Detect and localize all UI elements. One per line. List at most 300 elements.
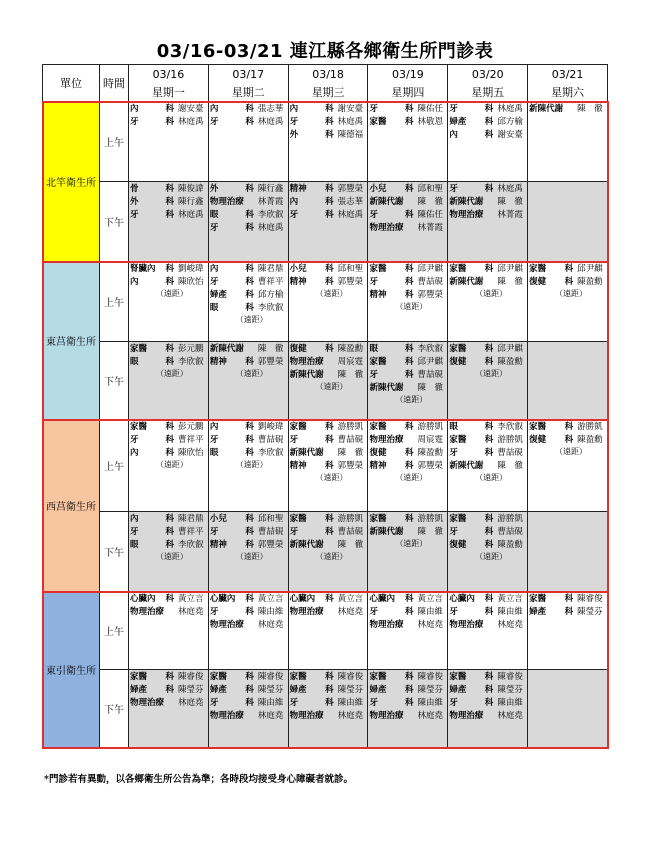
clinic-entry <box>209 102 288 115</box>
clinic-entry <box>448 420 527 433</box>
afternoon-label: 下午 <box>100 512 129 592</box>
doctor-name: 林菁霞 <box>257 197 284 207</box>
department-name: 內 科 <box>130 448 174 458</box>
health-station-name: 北竿衛生所 <box>43 102 100 262</box>
clinic-entry <box>209 301 288 314</box>
doctor-name: 林庭禹 <box>178 117 204 127</box>
department-name: 精神 科 <box>289 461 334 471</box>
department-name: 眼 科 <box>209 303 254 313</box>
department-name: 眼 科 <box>130 540 174 550</box>
doctor-name: 陳盈勳 <box>577 277 603 287</box>
morning-label: 上午 <box>100 420 129 512</box>
department-name: 新陳代謝 <box>369 383 404 393</box>
doctor-name: 陳盈勳 <box>497 540 523 550</box>
department-name: 精神 科 <box>289 277 334 287</box>
doctor-name: 陳佑任 <box>417 210 443 220</box>
schedule-cell <box>129 262 209 342</box>
date-header: 03/20 <box>448 65 528 84</box>
schedule-cell <box>448 102 528 182</box>
clinic-entry <box>448 102 527 115</box>
department-name: 物理治療 <box>289 357 324 367</box>
department-name: 物理治療 <box>369 223 404 233</box>
clinic-entry <box>289 709 368 722</box>
clinic-entry <box>368 288 447 301</box>
department-name: 外 科 <box>289 130 334 140</box>
doctor-name: 邱尹麒 <box>497 344 523 354</box>
clinic-entry <box>129 538 208 551</box>
doctor-name: 曹喆硯 <box>257 527 284 537</box>
clinic-entry <box>368 592 447 605</box>
department-name: 家醫 科 <box>289 672 334 682</box>
doctor-name: 謝安臺 <box>337 104 364 114</box>
weekday-header: 星期四 <box>368 83 448 102</box>
telemedicine-note: （遠距） <box>315 552 348 561</box>
doctor-name: 陳行鑫 <box>178 197 204 207</box>
doctor-name: 游勝凱 <box>417 514 443 524</box>
doctor-name: 林菁霞 <box>497 210 523 220</box>
clinic-entry <box>448 618 527 631</box>
clinic-entry <box>289 262 368 275</box>
department-name: 牙 科 <box>209 527 254 537</box>
clinic-entry <box>289 195 368 208</box>
department-name: 眼 科 <box>449 422 494 432</box>
department-name: 牙 科 <box>449 527 494 537</box>
department-name: 物理治療 <box>209 620 244 630</box>
doctor-name: 陳瑩芬 <box>497 685 523 695</box>
date-header: 03/18 <box>288 65 368 84</box>
department-name: 牙 科 <box>369 698 414 708</box>
doctor-name: 曹喆硯 <box>417 277 443 287</box>
clinic-entry <box>368 459 447 472</box>
schedule-cell <box>528 182 608 262</box>
afternoon-label: 下午 <box>100 670 129 748</box>
department-name: 家醫 科 <box>369 422 414 432</box>
department-name: 新陳代謝 <box>529 104 564 114</box>
department-name: 物理治療 <box>209 197 244 207</box>
department-name: 小兒 科 <box>289 264 334 274</box>
doctor-name: 邱尹麒 <box>577 264 603 274</box>
department-name: 物理治療 <box>289 711 324 721</box>
department-name: 心臟內 科 <box>130 594 174 604</box>
department-name: 家醫 科 <box>369 514 414 524</box>
doctor-name: 郭豐榮 <box>337 184 364 194</box>
department-name: 牙 科 <box>209 435 254 445</box>
doctor-name: 陳德福 <box>337 130 364 140</box>
doctor-name: 陳睿俊 <box>337 672 364 682</box>
doctor-name: 陳行鑫 <box>257 184 284 194</box>
afternoon-label: 下午 <box>100 342 129 420</box>
clinic-entry <box>528 275 607 288</box>
time-column-header: 時間 <box>100 65 129 102</box>
telemedicine-note: （遠距） <box>555 447 587 456</box>
clinic-entry <box>209 275 288 288</box>
department-name: 家醫 科 <box>529 594 574 604</box>
footnote: *門診若有異動，以各鄉衛生所公告為準；各時段均接受身心障礙者就診。 <box>44 774 353 785</box>
doctor-name: 林庭堯 <box>417 620 443 630</box>
department-name: 家醫 科 <box>449 435 494 445</box>
doctor-name: 李欣叡 <box>178 357 204 367</box>
telemedicine-note: （遠距） <box>395 473 428 482</box>
clinic-entry <box>448 670 527 683</box>
clinic-entry <box>209 355 288 368</box>
doctor-name: 陳瑩芬 <box>178 685 204 695</box>
clinic-entry <box>289 342 368 355</box>
unit-column-header: 單位 <box>43 65 100 102</box>
schedule-cell <box>368 420 448 512</box>
department-name: 內 科 <box>130 277 174 287</box>
clinic-entry <box>129 592 208 605</box>
clinic-entry <box>448 459 527 472</box>
department-name: 心臟內 科 <box>289 594 334 604</box>
doctor-name: 曹祥平 <box>178 527 204 537</box>
schedule-body <box>43 102 608 748</box>
doctor-name: 游勝凱 <box>577 422 603 432</box>
doctor-name: 陳由維 <box>257 698 284 708</box>
doctor-name: 游勝凱 <box>497 514 523 524</box>
clinic-entry <box>448 592 527 605</box>
clinic-entry <box>129 605 208 618</box>
telemedicine-note: （遠距） <box>155 552 188 561</box>
department-name: 家醫 科 <box>369 264 414 274</box>
clinic-entry <box>129 670 208 683</box>
clinic-entry <box>209 433 288 446</box>
doctor-name: 林庭禹 <box>337 210 364 220</box>
clinic-entry <box>289 115 368 128</box>
department-name: 牙 科 <box>289 435 334 445</box>
doctor-name: 林庭禹 <box>497 104 523 114</box>
clinic-entry <box>289 275 368 288</box>
schedule-cell <box>208 592 288 670</box>
clinic-entry <box>528 262 607 275</box>
doctor-name: 黃立言 <box>417 594 443 604</box>
doctor-name: 李欣叡 <box>257 448 284 458</box>
clinic-entry <box>368 195 447 208</box>
department-name: 家醫 科 <box>130 672 174 682</box>
doctor-name: 李欣叡 <box>178 540 204 550</box>
clinic-entry <box>209 208 288 221</box>
schedule-cell <box>368 512 448 592</box>
doctor-name: 陳 徹 <box>497 277 523 287</box>
department-name: 家醫 科 <box>529 422 574 432</box>
clinic-entry <box>209 342 288 355</box>
schedule-cell <box>528 592 608 670</box>
schedule-cell <box>448 420 528 512</box>
clinic-entry <box>209 538 288 551</box>
clinic-entry <box>368 381 447 394</box>
schedule-cell <box>208 182 288 262</box>
doctor-name: 陳由維 <box>497 607 523 617</box>
department-name: 精神 科 <box>369 461 414 471</box>
department-name: 家醫 科 <box>209 672 254 682</box>
clinic-entry <box>368 262 447 275</box>
schedule-cell <box>208 670 288 748</box>
doctor-name: 林庭堯 <box>257 711 284 721</box>
clinic-entry <box>209 446 288 459</box>
department-name: 小兒 科 <box>209 514 254 524</box>
clinic-entry <box>368 342 447 355</box>
department-name: 婦產 科 <box>130 685 174 695</box>
doctor-name: 曹祥平 <box>257 277 284 287</box>
schedule-cell <box>129 102 209 182</box>
doctor-name: 彭元鵬 <box>178 344 204 354</box>
clinic-entry <box>209 618 288 631</box>
schedule-cell <box>129 592 209 670</box>
department-name: 家醫 科 <box>130 344 174 354</box>
clinic-entry <box>448 355 527 368</box>
date-header: 03/19 <box>368 65 448 84</box>
clinic-entry <box>448 446 527 459</box>
department-name: 新陳代謝 <box>449 277 484 287</box>
clinic-entry <box>289 182 368 195</box>
telemedicine-note: （遠距） <box>395 539 428 548</box>
department-name: 牙 科 <box>369 104 414 114</box>
clinic-entry <box>448 275 527 288</box>
schedule-cell <box>448 670 528 748</box>
doctor-name: 陳睿俊 <box>417 672 443 682</box>
department-name: 牙 科 <box>289 117 334 127</box>
telemedicine-note: （遠距） <box>475 289 508 298</box>
clinic-entry <box>289 433 368 446</box>
department-name: 物理治療 <box>369 435 404 445</box>
doctor-name: 郭豐榮 <box>417 461 443 471</box>
clinic-entry <box>368 221 447 234</box>
department-name: 牙 科 <box>130 117 174 127</box>
department-name: 牙 科 <box>289 210 334 220</box>
schedule-cell <box>129 420 209 512</box>
doctor-name: 曹喆硯 <box>417 370 443 380</box>
schedule-cell <box>368 592 448 670</box>
clinic-entry <box>289 420 368 433</box>
doctor-name: 陳 徹 <box>337 448 364 458</box>
clinic-entry <box>209 288 288 301</box>
department-name: 牙 科 <box>130 527 174 537</box>
clinic-entry <box>129 512 208 525</box>
doctor-name: 黃立言 <box>178 594 204 604</box>
doctor-name: 黃立言 <box>257 594 284 604</box>
doctor-name: 郭豐榮 <box>337 461 364 471</box>
department-name: 復健 科 <box>529 277 574 287</box>
telemedicine-note: （遠距） <box>315 473 348 482</box>
doctor-name: 林庭堯 <box>257 620 284 630</box>
telemedicine-note: （遠距） <box>155 460 188 469</box>
schedule-cell <box>528 420 608 512</box>
telemedicine-note: （遠距） <box>395 302 428 311</box>
schedule-cell <box>288 102 368 182</box>
department-name: 牙 科 <box>209 607 254 617</box>
doctor-name: 郭豐榮 <box>257 357 284 367</box>
clinic-entry <box>448 208 527 221</box>
clinic-entry <box>129 275 208 288</box>
doctor-name: 邱尹麒 <box>497 264 523 274</box>
clinic-entry <box>289 512 368 525</box>
department-name: 物理治療 <box>449 210 484 220</box>
date-header: 03/21 <box>528 65 608 84</box>
clinic-entry <box>448 195 527 208</box>
schedule-cell <box>368 182 448 262</box>
department-name: 內 科 <box>209 264 254 274</box>
doctor-name: 林敬恩 <box>417 117 443 127</box>
clinic-entry <box>129 182 208 195</box>
department-name: 物理治療 <box>369 711 404 721</box>
telemedicine-note: （遠距） <box>235 315 268 324</box>
doctor-name: 李欣叡 <box>257 210 284 220</box>
clinic-entry <box>368 709 447 722</box>
doctor-name: 周宸霆 <box>337 357 364 367</box>
clinic-entry <box>289 696 368 709</box>
clinic-entry <box>209 605 288 618</box>
doctor-name: 陳 徹 <box>577 104 603 114</box>
telemedicine-note: （遠距） <box>235 552 268 561</box>
clinic-entry <box>209 592 288 605</box>
doctor-name: 黃立言 <box>337 594 364 604</box>
clinic-entry <box>129 115 208 128</box>
schedule-row-pm <box>43 512 608 592</box>
department-name: 婦產 科 <box>449 117 494 127</box>
doctor-name: 陳 徹 <box>257 344 284 354</box>
clinic-entry <box>448 128 527 141</box>
schedule-cell <box>129 512 209 592</box>
clinic-entry <box>289 670 368 683</box>
doctor-name: 陳由維 <box>417 607 443 617</box>
telemedicine-note: （遠距） <box>475 369 508 378</box>
department-name: 小兒 科 <box>369 184 414 194</box>
department-name: 家醫 科 <box>369 357 414 367</box>
doctor-name: 林庭堯 <box>417 711 443 721</box>
clinic-entry <box>289 605 368 618</box>
doctor-name: 彭元鵬 <box>178 422 204 432</box>
clinic-entry <box>209 420 288 433</box>
schedule-row-am <box>43 262 608 342</box>
doctor-name: 曹喆硯 <box>497 448 523 458</box>
department-name: 牙 科 <box>130 435 174 445</box>
department-name: 物理治療 <box>449 711 484 721</box>
health-station-name: 東引衛生所 <box>43 592 100 748</box>
clinic-entry <box>129 355 208 368</box>
clinic-entry <box>448 115 527 128</box>
department-name: 物理治療 <box>130 607 165 617</box>
schedule-cell <box>528 342 608 420</box>
clinic-entry <box>368 525 447 538</box>
clinic-entry <box>528 433 607 446</box>
telemedicine-note: （遠距） <box>475 473 508 482</box>
doctor-name: 林菁霞 <box>417 223 443 233</box>
schedule-cell <box>448 182 528 262</box>
telemedicine-note: （遠距） <box>475 552 508 561</box>
doctor-name: 劉峻瑋 <box>257 422 284 432</box>
clinic-entry <box>368 446 447 459</box>
clinic-entry <box>289 525 368 538</box>
department-name: 家醫 科 <box>449 344 494 354</box>
clinic-entry <box>448 433 527 446</box>
clinic-entry <box>448 605 527 618</box>
doctor-name: 曹祥平 <box>178 435 204 445</box>
department-name: 新陳代謝 <box>369 527 404 537</box>
doctor-name: 陳由維 <box>417 698 443 708</box>
department-name: 牙 科 <box>449 698 494 708</box>
department-name: 新陳代謝 <box>449 461 484 471</box>
doctor-name: 林庭禹 <box>337 117 364 127</box>
date-header: 03/17 <box>208 65 288 84</box>
header-date-row <box>43 65 608 84</box>
doctor-name: 陳睿俊 <box>577 594 603 604</box>
schedule-cell <box>528 512 608 592</box>
department-name: 家醫 科 <box>449 672 494 682</box>
schedule-row-pm <box>43 342 608 420</box>
schedule-cell <box>368 102 448 182</box>
schedule-row-am <box>43 420 608 512</box>
doctor-name: 陳瑩芬 <box>337 685 364 695</box>
doctor-name: 陳盈勳 <box>497 357 523 367</box>
doctor-name: 陳由維 <box>257 607 284 617</box>
doctor-name: 陳盈勳 <box>577 435 603 445</box>
department-name: 家醫 科 <box>369 672 414 682</box>
doctor-name: 林庭禹 <box>257 117 284 127</box>
clinic-entry <box>209 195 288 208</box>
doctor-name: 林庭禹 <box>257 223 284 233</box>
doctor-name: 林庭禹 <box>497 184 523 194</box>
department-name: 牙 科 <box>449 184 494 194</box>
schedule-cell <box>288 420 368 512</box>
clinic-entry <box>448 709 527 722</box>
clinic-entry <box>448 696 527 709</box>
schedule-cell <box>288 512 368 592</box>
department-name: 復健 科 <box>369 448 414 458</box>
department-name: 牙 科 <box>369 607 414 617</box>
department-name: 婦產 科 <box>449 685 494 695</box>
department-name: 腎臟內 科 <box>130 264 174 274</box>
schedule-cell <box>129 182 209 262</box>
clinic-entry <box>368 420 447 433</box>
doctor-name: 郭豐榮 <box>417 290 443 300</box>
doctor-name: 張志華 <box>337 197 364 207</box>
department-name: 眼 科 <box>209 448 254 458</box>
schedule-cell <box>448 592 528 670</box>
department-name: 復健 科 <box>449 357 494 367</box>
department-name: 婦產 科 <box>529 607 574 617</box>
department-name: 牙 科 <box>289 527 334 537</box>
telemedicine-note: （遠距） <box>315 382 348 391</box>
doctor-name: 陳睿俊 <box>497 672 523 682</box>
doctor-name: 陳由維 <box>337 698 364 708</box>
department-name: 內 科 <box>289 104 334 114</box>
clinic-entry <box>368 182 447 195</box>
department-name: 心臟內 科 <box>369 594 414 604</box>
clinic-entry <box>129 696 208 709</box>
clinic-entry <box>528 102 607 115</box>
department-name: 眼 科 <box>209 210 254 220</box>
department-name: 外 科 <box>209 184 254 194</box>
department-name: 外 科 <box>130 197 174 207</box>
department-name: 牙 科 <box>449 104 494 114</box>
doctor-name: 陳瑩芬 <box>577 607 603 617</box>
health-station-name: 西莒衛生所 <box>43 420 100 592</box>
department-name: 家醫 科 <box>130 422 174 432</box>
department-name: 精神 科 <box>209 357 254 367</box>
schedule-cell <box>208 342 288 420</box>
doctor-name: 林庭堯 <box>337 607 364 617</box>
doctor-name: 陳 徹 <box>417 527 443 537</box>
date-header: 03/16 <box>129 65 209 84</box>
department-name: 婦產 科 <box>209 685 254 695</box>
clinic-entry <box>289 368 368 381</box>
doctor-name: 陳 徹 <box>497 461 523 471</box>
department-name: 家醫 科 <box>449 514 494 524</box>
department-name: 內 科 <box>449 130 494 140</box>
weekday-header: 星期五 <box>448 83 528 102</box>
clinic-entry <box>448 342 527 355</box>
clinic-entry <box>129 446 208 459</box>
department-name: 精神 科 <box>209 540 254 550</box>
